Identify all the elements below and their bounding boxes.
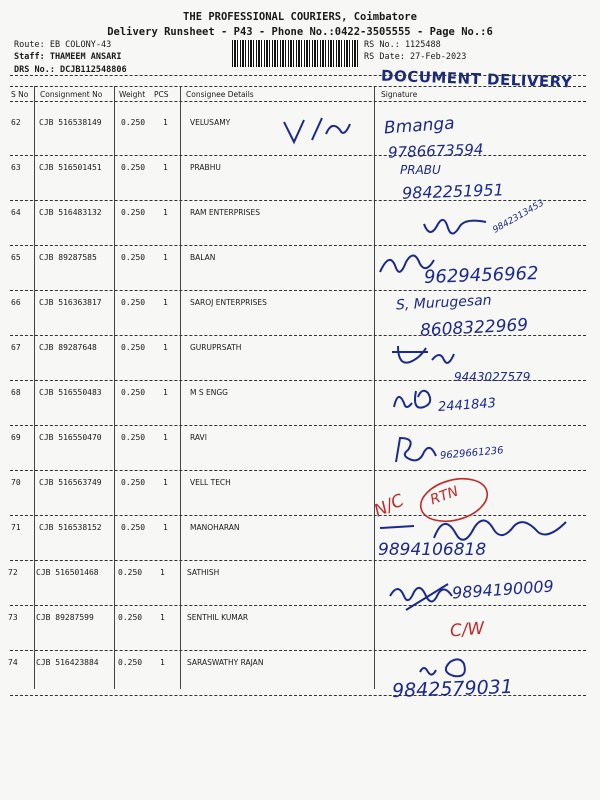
row-consignee: M S ENGG xyxy=(190,388,228,397)
row-pcs: 1 xyxy=(163,163,168,172)
row-consignee: RAVI xyxy=(190,433,207,442)
col-signature: Signature xyxy=(381,90,418,99)
row-pcs: 1 xyxy=(163,343,168,352)
row-sno: 63 xyxy=(11,163,21,172)
row-divider xyxy=(10,560,586,561)
row-consignment: CJB 516550470 xyxy=(39,433,102,442)
row-weight: 0.250 xyxy=(121,118,146,127)
phone-saraswathy: 9842579031 xyxy=(391,675,514,703)
row-divider xyxy=(10,200,586,201)
row-consignment: CJB 516423884 xyxy=(36,658,99,667)
row-consignment: CJB 89287585 xyxy=(39,253,97,262)
col-sno: S No xyxy=(11,90,29,99)
row-weight: 0.250 xyxy=(121,208,146,217)
row-divider xyxy=(10,290,586,291)
col-weight: Weight xyxy=(119,90,146,99)
runsheet-title: THE PROFESSIONAL COURIERS, Coimbatore xyxy=(183,11,417,23)
row-divider xyxy=(10,245,586,246)
row-consignment: CJB 516538152 xyxy=(39,523,102,532)
divider xyxy=(10,86,586,87)
row-consignment: CJB 516538149 xyxy=(39,118,102,127)
row-consignee: VELL TECH xyxy=(190,478,231,487)
row-consignment: CJB 516550483 xyxy=(39,388,102,397)
row-divider xyxy=(10,425,586,426)
row-weight: 0.250 xyxy=(121,478,146,487)
row-pcs: 1 xyxy=(163,253,168,262)
phone-sathish: 9894190009 xyxy=(451,576,555,603)
row-weight: 0.250 xyxy=(121,433,146,442)
barcode-image xyxy=(232,40,358,67)
phone-velusamy: 9786673594 xyxy=(387,140,484,162)
row-sno: 69 xyxy=(11,433,21,442)
staff-label: Staff: THAMEEM ANSARI xyxy=(14,52,122,62)
row-pcs: 1 xyxy=(160,658,165,667)
row-consignment: CJB 89287648 xyxy=(39,343,97,352)
row-pcs: 1 xyxy=(163,208,168,217)
row-weight: 0.250 xyxy=(121,388,146,397)
row-consignee: RAM ENTERPRISES xyxy=(190,208,260,217)
row-consignment: CJB 516501468 xyxy=(36,568,99,577)
phone-ram-enterprises: 9842313453 xyxy=(491,198,546,236)
row-pcs: 1 xyxy=(163,118,168,127)
phone-saroj: 8608322969 xyxy=(419,315,529,341)
row-consignee: SAROJ ENTERPRISES xyxy=(190,298,267,307)
row-weight: 0.250 xyxy=(121,298,146,307)
row-weight: 0.250 xyxy=(118,613,143,622)
signature-prabhu: PRABU xyxy=(400,163,441,177)
route-label: Route: EB COLONY-43 xyxy=(14,40,112,50)
nc-mark: N/C xyxy=(371,490,408,522)
signature-guruprsath xyxy=(388,342,458,372)
row-consignee: VELUSAMY xyxy=(190,118,231,127)
row-sno: 64 xyxy=(11,208,21,217)
row-consignee: MANOHARAN xyxy=(190,523,240,532)
row-pcs: 1 xyxy=(163,478,168,487)
phone-guruprsath: 9443027579 xyxy=(454,370,531,384)
row-weight: 0.250 xyxy=(121,343,146,352)
row-consignee: SARASWATHY RAJAN xyxy=(187,658,264,667)
rtn-mark: RTN xyxy=(428,483,461,509)
row-consignee: SATHISH xyxy=(187,568,220,577)
row-pcs: 1 xyxy=(163,388,168,397)
divider xyxy=(10,75,586,76)
row-sno: 70 xyxy=(11,478,21,487)
column-divider xyxy=(114,86,115,689)
phone-prabhu: 9842251951 xyxy=(401,180,505,203)
row-sno: 66 xyxy=(11,298,21,307)
row-consignment: CJB 516483132 xyxy=(39,208,102,217)
row-sno: 71 xyxy=(11,523,21,532)
row-sno: 65 xyxy=(11,253,21,262)
col-consignee: Consignee Details xyxy=(186,90,254,99)
row-sno: 68 xyxy=(11,388,21,397)
row-weight: 0.250 xyxy=(121,523,146,532)
row-consignment: CJB 516501451 xyxy=(39,163,102,172)
row-weight: 0.250 xyxy=(121,163,146,172)
row-sno: 74 xyxy=(8,658,18,667)
phone-balan: 9629456962 xyxy=(423,263,539,288)
col-consignment: Consignment No xyxy=(40,90,103,99)
row-divider xyxy=(10,470,586,471)
column-divider xyxy=(180,86,181,689)
row-consignee: SENTHIL KUMAR xyxy=(187,613,249,622)
signature-ravi xyxy=(392,432,442,468)
row-pcs: 1 xyxy=(163,298,168,307)
row-pcs: 1 xyxy=(163,433,168,442)
row-consignment: CJB 89287599 xyxy=(36,613,94,622)
row-weight: 0.250 xyxy=(118,658,143,667)
phone-manoharan: 9894106818 xyxy=(378,540,487,560)
col-pcs: PCS xyxy=(154,90,169,99)
row-sno: 72 xyxy=(8,568,18,577)
cw-mark: C/W xyxy=(449,618,486,642)
row-divider xyxy=(10,650,586,651)
row-pcs: 1 xyxy=(160,613,165,622)
row-consignee: BALAN xyxy=(190,253,216,262)
row-divider xyxy=(10,155,586,156)
row-sno: 73 xyxy=(8,613,18,622)
phone-ravi: 9629661236 xyxy=(439,445,504,462)
row-consignee: PRABHU xyxy=(190,163,221,172)
row-sno: 62 xyxy=(11,118,21,127)
phone-ms-engg: 2441843 xyxy=(437,395,497,416)
runsheet-subtitle: Delivery Runsheet - P43 - Phone No.:0422-3505555 - Page No.:6 xyxy=(107,26,493,38)
row-sno: 67 xyxy=(11,343,21,352)
signature-ram-enterprises xyxy=(420,212,490,242)
signature-velusamy: Bmanga xyxy=(383,113,456,139)
row-weight: 0.250 xyxy=(118,568,143,577)
row-pcs: 1 xyxy=(160,568,165,577)
row-consignee: GURUPRSATH xyxy=(190,343,242,352)
row-weight: 0.250 xyxy=(121,253,146,262)
row-pcs: 1 xyxy=(163,523,168,532)
drs-number: DRS No.: DCJB112548806 xyxy=(14,65,127,75)
column-divider xyxy=(374,86,375,689)
rs-number: RS No.: 1125488 xyxy=(364,40,441,50)
row-consignment: CJB 516363817 xyxy=(39,298,102,307)
document-delivery-stamp: DOCUMENT DELIVERY xyxy=(380,66,573,92)
column-divider xyxy=(34,86,35,689)
signature-saroj: S, Murugesan xyxy=(395,292,492,314)
row-consignment: CJB 516563749 xyxy=(39,478,102,487)
divider xyxy=(10,101,586,102)
tick-mark-scribble xyxy=(278,112,358,152)
signature-sathish xyxy=(386,580,456,614)
row-divider xyxy=(10,605,586,606)
rs-date: RS Date: 27-Feb-2023 xyxy=(364,52,467,62)
